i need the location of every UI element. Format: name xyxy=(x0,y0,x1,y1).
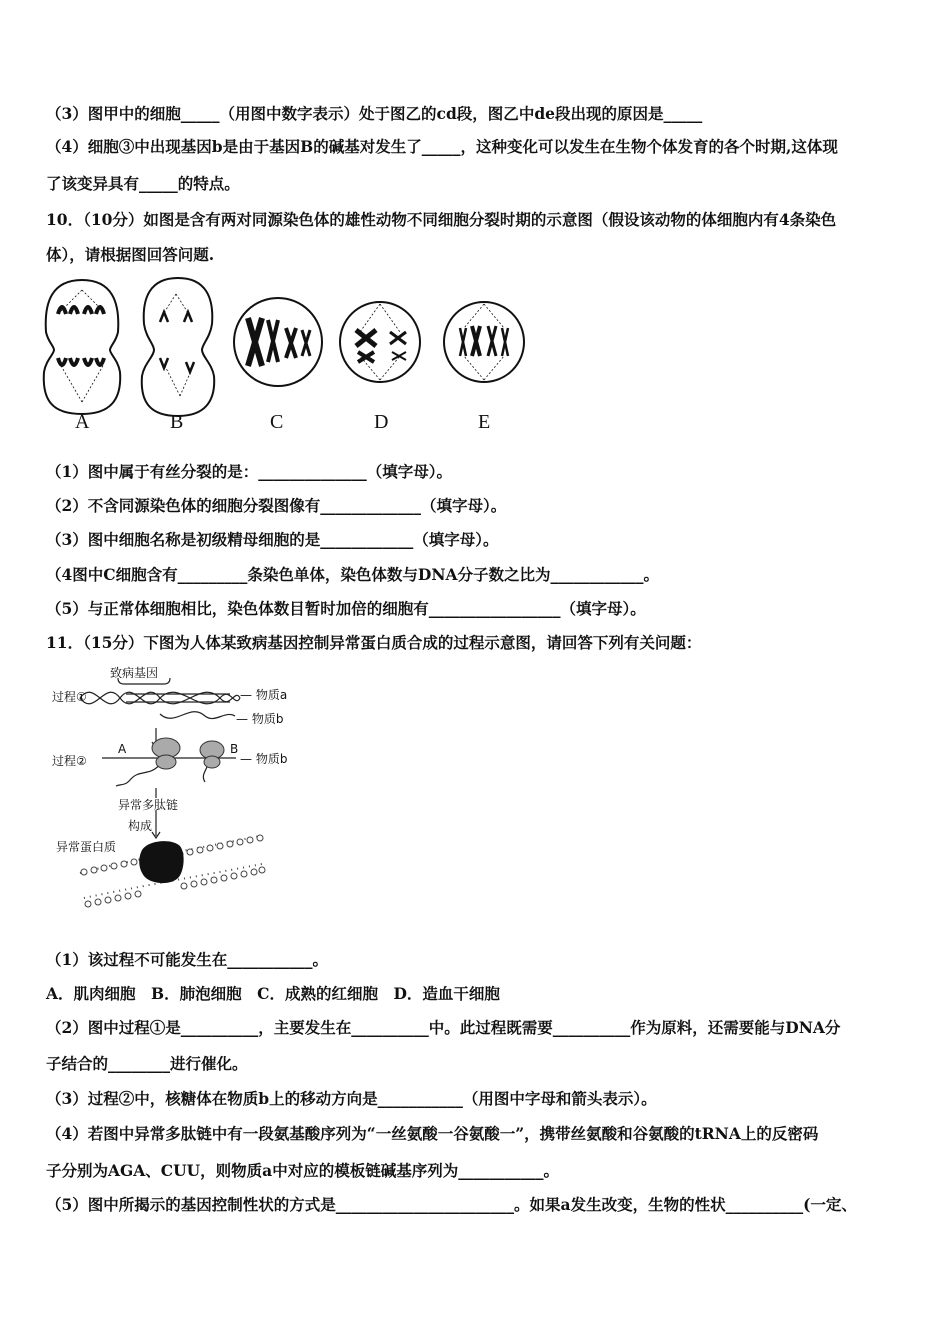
q10-title-cont: 体），请根据图回答问题. xyxy=(46,245,215,264)
q9-sub3: （3）图甲中的细胞_____（用图中数字表示）处于图乙的cd段，图乙中de段出现的原因是_____ xyxy=(46,104,703,123)
q9-sub4: （4）细胞③中出现基因b是由于基因B的碱基对发生了_____，这种变化可以发生在生物个体发育的各个时期,这体现 xyxy=(46,137,838,156)
q11-options: A．肌肉细胞 B．肺泡细胞 C．成熟的红细胞 D．造血干细胞 xyxy=(46,984,500,1003)
q10-sub2: （2）不含同源染色体的细胞分裂图像有_____________（填字母）。 xyxy=(46,496,507,515)
q11-title: 11．（15分）下图为人体某致病基因控制异常蛋白质合成的过程示意图，请回答下列有关问题： xyxy=(46,633,702,652)
cell-label-a: A xyxy=(75,411,90,433)
q11-sub2: （2）图中过程①是__________，主要发生在__________中。此过程既需要__________作为原料，还需要能与DNA分 xyxy=(46,1018,841,1037)
q11-sub4-cont: 子分别为AGA、CUU，则物质a中对应的模板链碱基序列为___________。 xyxy=(46,1161,559,1180)
q11-sub2-cont: 子结合的________进行催化。 xyxy=(46,1054,248,1073)
q11-sub3: （3）过程②中，核糖体在物质b上的移动方向是___________（用图中字母和箭头表示）。 xyxy=(46,1089,657,1108)
cell-c xyxy=(234,298,322,386)
cell-label-b: B xyxy=(170,411,184,433)
cell-a xyxy=(44,280,120,414)
cell-division-figure xyxy=(40,272,540,442)
protein-label: 异常蛋白质 xyxy=(56,840,117,854)
protein-blob xyxy=(139,841,183,883)
substance-b1-label: — 物质b xyxy=(236,712,284,726)
q10-sub5: （5）与正常体细胞相比，染色体数目暂时加倍的细胞有_________________（填字母）。 xyxy=(46,599,646,618)
q10-title: 10．（10分）如图是含有两对同源染色体的雄性动物不同细胞分裂时期的示意图（假设该动物的体细胞内有4条染色 xyxy=(46,210,837,229)
q10-sub4: （4图中C细胞含有_________条染色单体，染色体数与DNA分子数之比为____________。 xyxy=(46,565,660,584)
cell-b xyxy=(142,278,214,416)
process2-label: 过程② xyxy=(52,754,87,768)
substance-b2-label: — 物质b xyxy=(240,752,288,766)
q11-sub5: （5）图中所揭示的基因控制性状的方式是_______________________。如果a发生改变，生物的性状__________(一定、 xyxy=(46,1195,857,1214)
cell-label-d: D xyxy=(374,411,389,433)
point-b-label: B xyxy=(230,742,239,756)
cell-e xyxy=(444,302,524,382)
q9-sub4-cont: 了该变异具有_____的特点。 xyxy=(46,174,240,193)
cell-label-e: E xyxy=(478,411,491,433)
cell-label-c: C xyxy=(270,411,284,433)
polypeptide-label: 异常多肽链 xyxy=(118,798,179,812)
compose-label: 构成 xyxy=(128,819,153,833)
q10-sub3: （3）图中细胞名称是初级精母细胞的是____________（填字母）。 xyxy=(46,530,499,549)
substance-a-label: — 物质a xyxy=(240,688,288,702)
cell-d xyxy=(340,302,420,382)
process1-label: 过程① xyxy=(52,690,87,704)
gene-label: 致病基因 xyxy=(110,666,159,680)
point-a-label: A xyxy=(118,742,127,756)
q11-sub1: （1）该过程不可能发生在___________。 xyxy=(46,950,329,969)
q11-sub4: （4）若图中异常多肽链中有一段氨基酸序列为“一丝氨酸一谷氨酸一”，携带丝氨酸和谷氨酸的tRNA上的反密码 xyxy=(46,1124,819,1143)
q10-sub1: （1）图中属于有丝分裂的是：______________（填字母）。 xyxy=(46,462,453,481)
